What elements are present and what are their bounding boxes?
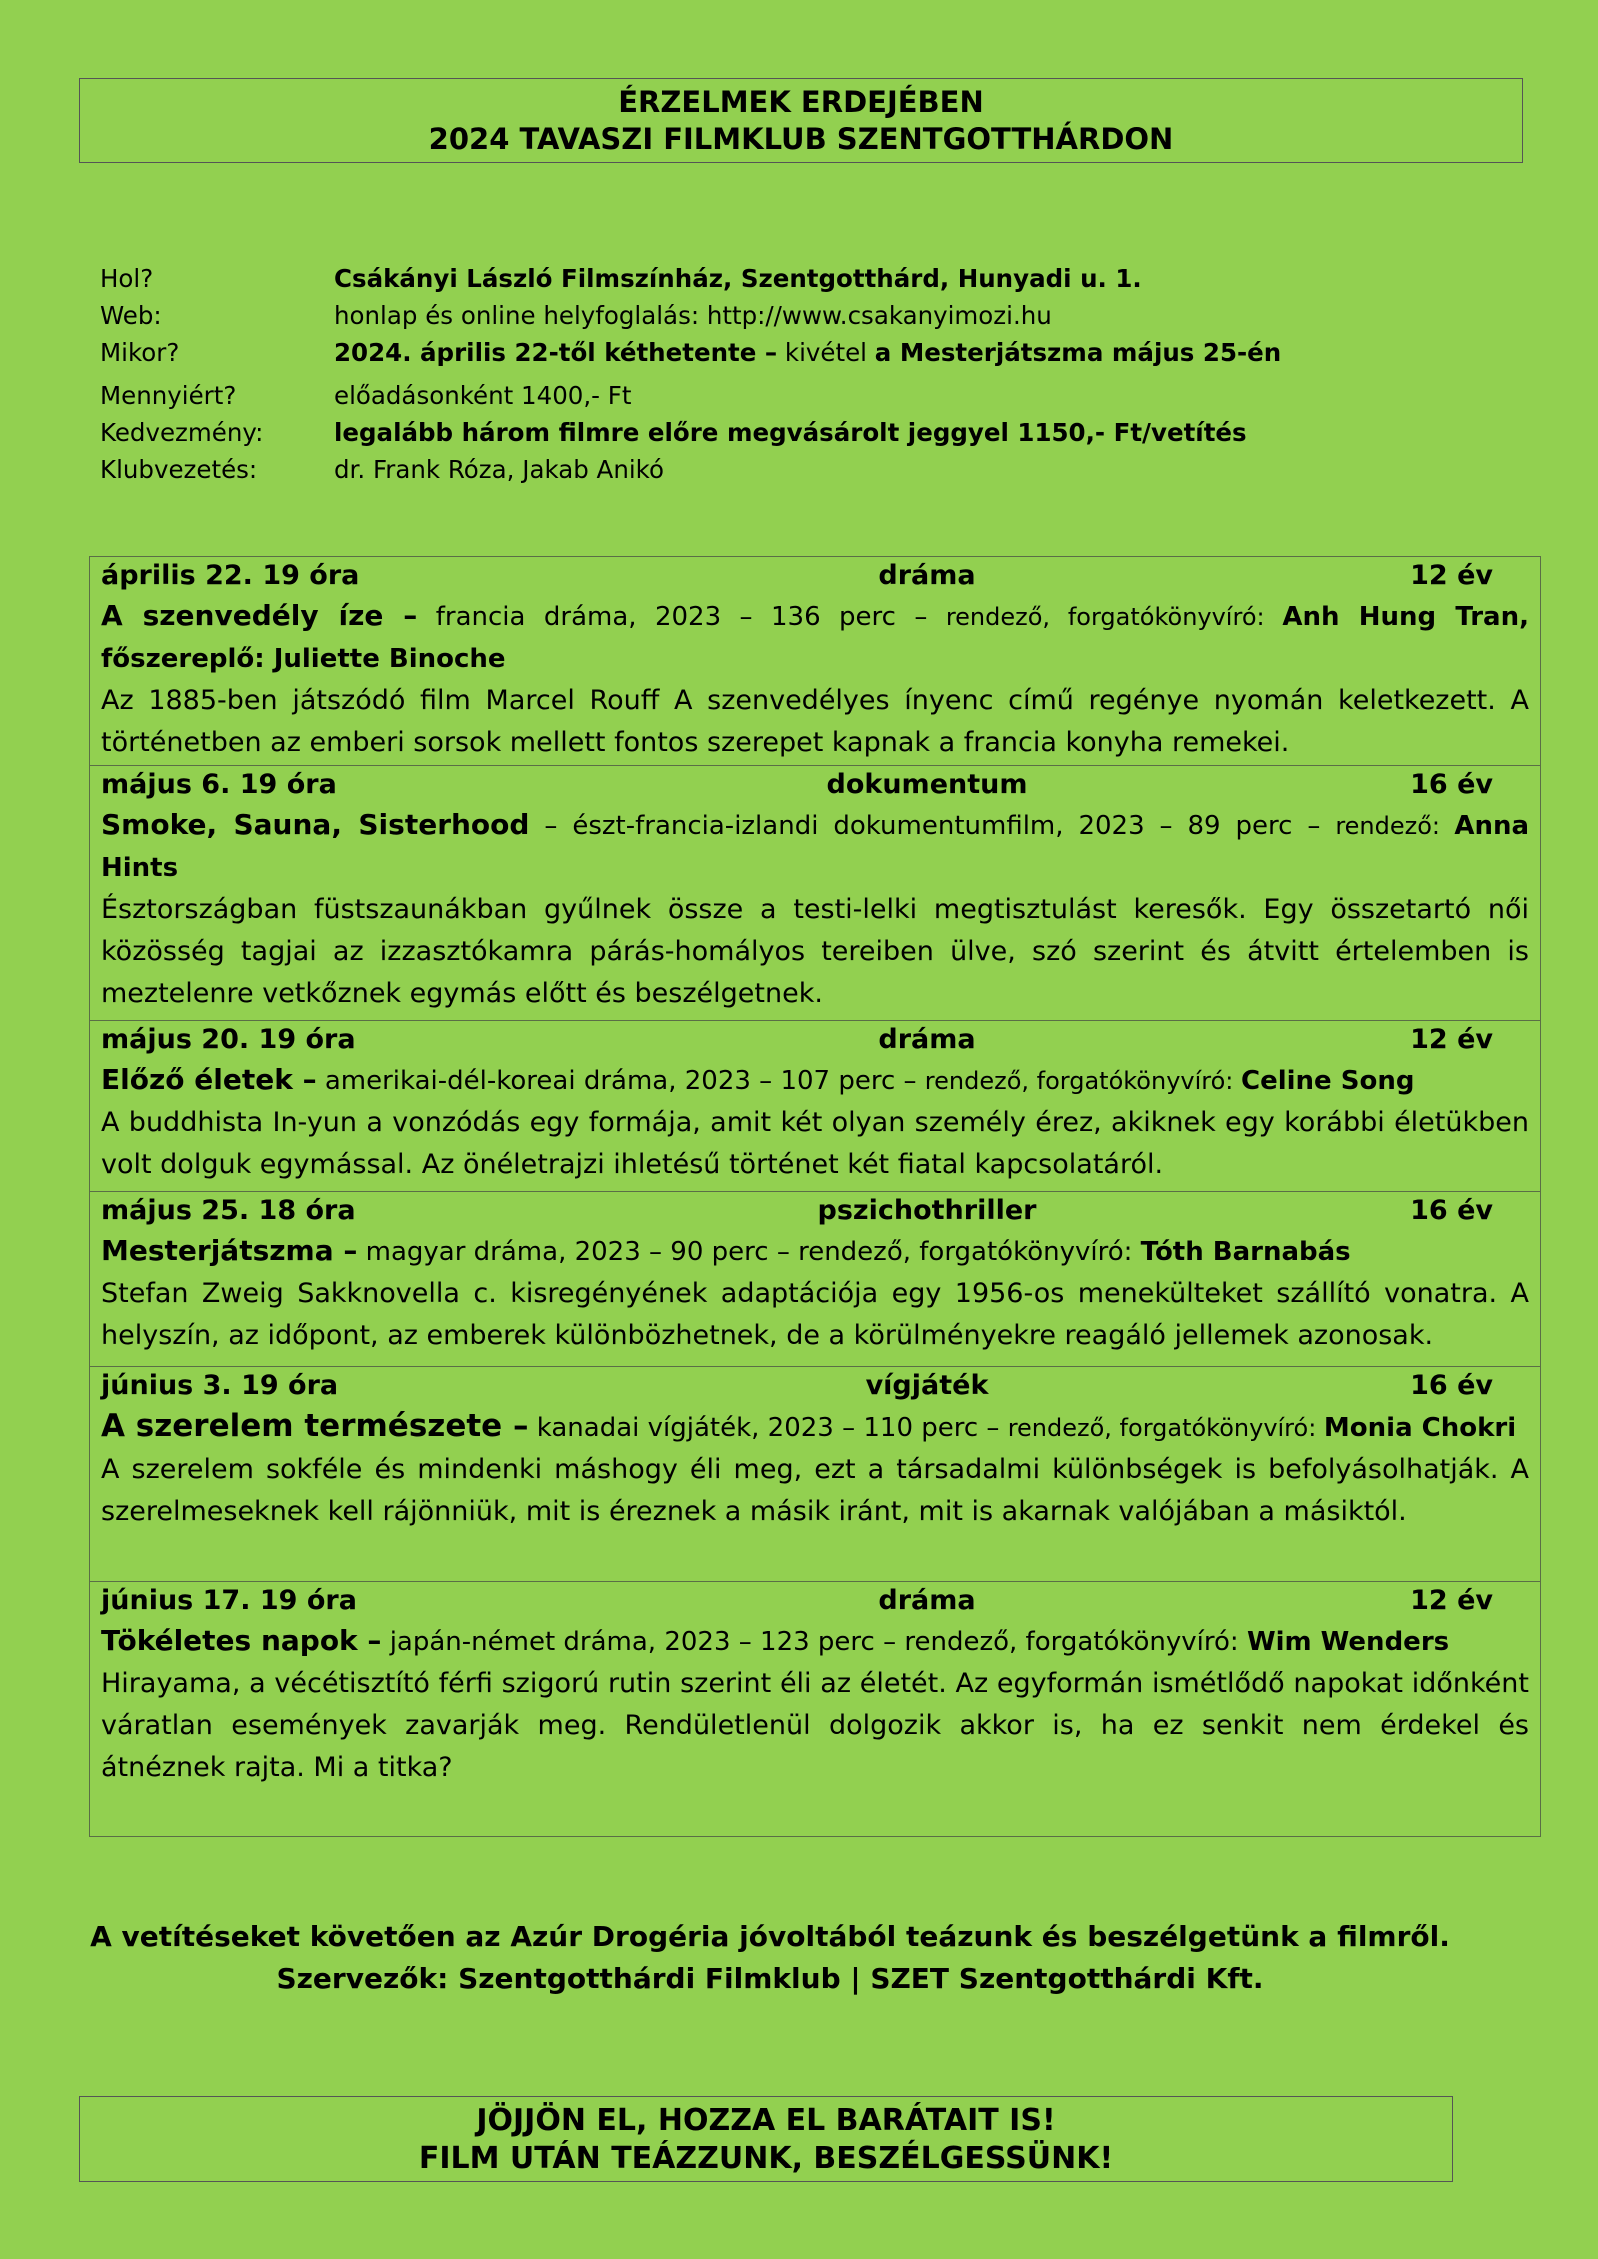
web-value[interactable]: honlap és online helyfoglalás: http://www.csakanyimozi.hu	[334, 301, 1052, 330]
film-genre: dráma	[878, 560, 976, 591]
when-dates: 2024. április 22-től kéthetente –	[334, 338, 778, 367]
film-row	[90, 557, 1541, 766]
where-label: Hol?	[100, 264, 154, 293]
film-age-rating: 12 év	[1410, 560, 1493, 591]
film-title: Tökéletes napok –	[101, 1624, 382, 1657]
film-info	[101, 1405, 1529, 1449]
film-meta: amerikai-dél-koreai dráma, 2023 – 107 perc –	[316, 1066, 925, 1096]
film-description: Az 1885-ben játszódó film Marcel Rouff A szenvedélyes ínyenc című regénye nyomán keletkezett. A történetben az emberi sorsok mellett fontos szerepet kapnak a francia konyha remekei.	[101, 685, 1529, 758]
price-label: Mennyiért?	[100, 381, 237, 410]
film-age-rating: 16 év	[1410, 769, 1493, 800]
film-genre: dráma	[878, 1024, 976, 1055]
film-cell	[90, 1367, 1541, 1582]
film-info	[101, 804, 1529, 889]
film-director: Tóth Barnabás	[1140, 1237, 1351, 1267]
film-description: Hirayama, a vécétisztító férfi szigorú rutin szerint éli az életét. Az egyformán ismétlődő napokat időnként váratlan események zavarják meg. Rendületlenül dolgozik akkor is, ha ez senkit nem érdekel és átnéznek rajta. Mi a titka?	[101, 1668, 1529, 1783]
footer-line-1: A vetítéseket követően az Azúr Drogéria jóvoltából teázunk és beszélgetünk a filmről.	[90, 1920, 1450, 1953]
film-row	[90, 1582, 1541, 1837]
film-row	[90, 1021, 1541, 1192]
film-director: Monia Chokri	[1323, 1413, 1517, 1443]
film-cell	[90, 1582, 1541, 1837]
discount-label: Kedvezmény:	[100, 418, 264, 447]
film-role: rendező:	[1335, 812, 1455, 840]
page-title: ÉRZELMEK ERDEJÉBEN	[618, 85, 984, 119]
when-exception-film: a Mesterjátszma május 25-én	[874, 338, 1282, 367]
film-description: A szerelem sokféle és mindenki máshogy éli meg, ezt a társadalmi különbségek is befolyásolhatják. A szerelmeseknek kell rájönniük, mit is éreznek a másik iránt, mit is akarnak valójában a másiktól.	[101, 1454, 1529, 1527]
film-title: Előző életek –	[101, 1063, 317, 1096]
film-meta: japán-német dráma, 2023 – 123 perc – rendező, forgatókönyvíró:	[381, 1627, 1247, 1657]
info-section	[100, 260, 1500, 488]
info-price	[100, 377, 1500, 414]
film-date: június 17. 19 óra	[101, 1585, 357, 1616]
film-meta: magyar dráma, 2023 – 90 perc – rendező, forgatókönyvíró:	[357, 1237, 1141, 1267]
film-header	[101, 1021, 1529, 1059]
when-value	[334, 334, 1500, 371]
film-date: május 6. 19 óra	[101, 769, 337, 800]
film-description: Stefan Zweig Sakknovella c. kisregényének adaptációja egy 1956-os menekülteket szállító vonatra. A helyszín, az időpont, az emberek különbözhetnek, de a körülményekre reagáló jellemek azonosak.	[101, 1278, 1529, 1351]
film-title: A szenvedély íze –	[101, 599, 418, 632]
info-leaders	[100, 451, 1500, 488]
program-table	[89, 556, 1541, 1837]
when-label: Mikor?	[100, 338, 180, 367]
title-box	[79, 78, 1523, 163]
web-label: Web:	[100, 301, 162, 330]
film-meta: francia dráma, 2023 – 136 perc –	[417, 602, 946, 632]
film-role: rendező, forgatókönyvíró:	[1007, 1414, 1324, 1442]
film-info	[101, 595, 1529, 680]
price-value: előadásonként 1400,- Ft	[334, 381, 632, 410]
closing-line-1: JÖJJÖN EL, HOZZA EL BARÁTAIT IS!	[476, 2103, 1056, 2138]
film-director: Anna Hints	[101, 811, 1530, 883]
where-value: Csákányi László Filmszínház, Szentgotthárd, Hunyadi u. 1.	[334, 264, 1142, 293]
info-discount	[100, 414, 1500, 451]
info-web	[100, 297, 1500, 334]
film-info	[101, 1230, 1529, 1273]
film-genre: vígjáték	[865, 1370, 989, 1401]
film-cell	[90, 1021, 1541, 1192]
info-when	[100, 334, 1500, 371]
film-role: rendező, forgatókönyvíró:	[924, 1067, 1241, 1095]
info-where	[100, 260, 1500, 297]
discount-value: legalább három filmre előre megvásárolt jeggyel 1150,- Ft/vetítés	[334, 418, 1247, 447]
film-genre: dokumentum	[826, 769, 1028, 800]
film-header	[101, 1192, 1529, 1230]
film-date: május 25. 18 óra	[101, 1195, 356, 1226]
film-meta: kanadai vígjáték, 2023 – 110 perc –	[528, 1413, 1008, 1443]
film-genre: dráma	[878, 1585, 976, 1616]
closing-box	[79, 2096, 1453, 2182]
film-row	[90, 1367, 1541, 1582]
film-genre: pszichothriller	[817, 1195, 1037, 1226]
film-date: április 22. 19 óra	[101, 560, 360, 591]
film-row	[90, 1192, 1541, 1367]
page-subtitle: 2024 TAVASZI FILMKLUB SZENTGOTTHÁRDON	[428, 122, 1174, 156]
footer-note	[0, 1916, 1540, 2000]
film-header	[101, 557, 1529, 595]
film-description: Észtországban füstszaunákban gyűlnek össze a testi-lelki megtisztulást keresők. Egy összetartó női közösség tagjai az izzasztókamra párás-homályos tereiben ülve, szó szerint és átvitt értelemben is meztelenre vetkőznek egymás előtt és beszélgetnek.	[101, 894, 1529, 1009]
closing-line-2: FILM UTÁN TEÁZZUNK, BESZÉLGESSÜNK!	[418, 2141, 1114, 2176]
film-cell	[90, 766, 1541, 1021]
film-cell	[90, 557, 1541, 766]
film-header	[101, 1367, 1529, 1405]
film-director: Wim Wenders	[1246, 1627, 1450, 1657]
film-date: május 20. 19 óra	[101, 1024, 356, 1055]
leaders-label: Klubvezetés:	[100, 455, 258, 484]
film-director: Celine Song	[1241, 1066, 1415, 1096]
film-cell	[90, 1192, 1541, 1367]
film-age-rating: 16 év	[1410, 1370, 1493, 1401]
film-header	[101, 1582, 1529, 1620]
film-role: rendező, forgatókönyvíró:	[945, 603, 1283, 631]
film-age-rating: 16 év	[1410, 1195, 1493, 1226]
film-age-rating: 12 év	[1410, 1024, 1493, 1055]
film-title: Smoke, Sauna, Sisterhood	[101, 808, 530, 841]
film-info	[101, 1059, 1529, 1102]
when-exception: kivétel	[777, 338, 875, 367]
film-age-rating: 12 év	[1410, 1585, 1493, 1616]
film-row	[90, 766, 1541, 1021]
film-director: Anh Hung Tran, főszereplő: Juliette Binoche	[101, 602, 1529, 674]
film-title: A szerelem természete –	[101, 1408, 529, 1444]
film-header	[101, 766, 1529, 804]
film-date: június 3. 19 óra	[101, 1370, 339, 1401]
film-description: A buddhista In-yun a vonzódás egy formája, amit két olyan személy érez, akiknek egy korábbi életükben volt dolguk egymással. Az önéletrajzi ihletésű történet két fiatal kapcsolatáról.	[101, 1107, 1529, 1180]
film-meta: – észt-francia-izlandi dokumentumfilm, 2023 – 89 perc –	[529, 811, 1336, 841]
leaders-value: dr. Frank Róza, Jakab Anikó	[334, 455, 664, 484]
footer-organizers: Szervezők: Szentgotthárdi Filmklub | SZET Szentgotthárdi Kft.	[276, 1962, 1264, 1995]
film-info	[101, 1620, 1529, 1663]
film-title: Mesterjátszma –	[101, 1234, 358, 1267]
